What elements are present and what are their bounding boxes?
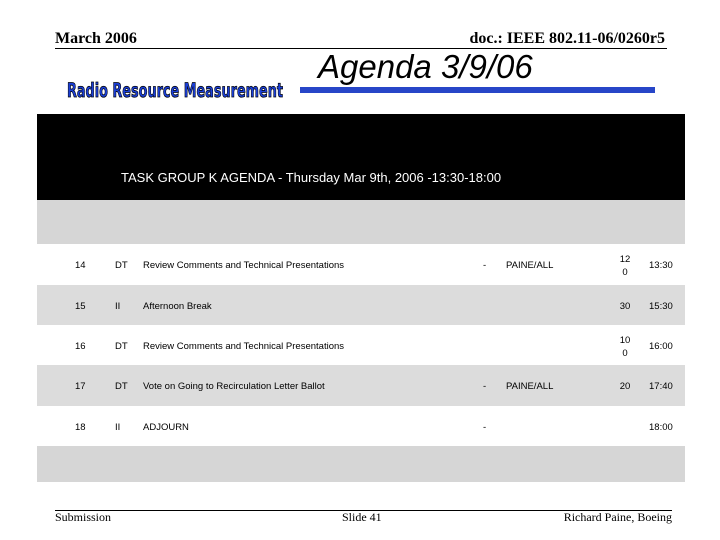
agenda-row <box>37 325 685 366</box>
agenda-row <box>37 365 685 406</box>
agenda-heading: TASK GROUP K AGENDA - Thursday Mar 9th, 2006 -13:30-18:00 <box>121 170 502 185</box>
logo-graphic <box>65 77 285 101</box>
item-description: Review Comments and Technical Presentations <box>143 341 345 352</box>
item-owner: PAINE/ALL <box>506 381 554 392</box>
item-number: 18 <box>75 422 86 433</box>
item-duration: 10 0 <box>619 335 631 359</box>
footer-author: Richard Paine, Boeing <box>563 510 672 524</box>
item-description: ADJOURN <box>143 422 189 433</box>
item-number: 14 <box>75 260 86 271</box>
footer-slide-number: Slide 41 <box>342 510 382 524</box>
logo-text: Radio Resource Measurement <box>67 79 283 102</box>
item-type: II <box>115 301 121 312</box>
header-doc-id: doc.: IEEE 802.11-06/0260r5 <box>469 30 665 47</box>
item-description: Review Comments and Technical Presentations <box>143 260 345 271</box>
item-description: Afternoon Break <box>143 301 212 312</box>
agenda-spacer-band-top <box>37 200 685 244</box>
item-time: 15:30 <box>649 301 673 312</box>
agenda-heading-block <box>37 114 685 200</box>
agenda-spacer-band-bottom <box>37 446 685 482</box>
item-time: 18:00 <box>649 422 673 433</box>
item-number: 16 <box>75 341 86 352</box>
slide-title: Agenda 3/9/06 <box>318 48 533 85</box>
item-duration: 12 0 <box>619 254 631 278</box>
item-time: 13:30 <box>649 260 673 271</box>
item-type: II <box>115 422 121 433</box>
item-dash: - <box>483 381 487 392</box>
item-type: DT <box>115 260 128 271</box>
agenda-row <box>37 285 685 326</box>
item-owner: PAINE/ALL <box>506 260 554 271</box>
item-number: 17 <box>75 381 86 392</box>
agenda-row <box>37 244 685 285</box>
item-dash: - <box>483 260 487 271</box>
header-date: March 2006 <box>55 30 137 47</box>
title-underline-bar <box>300 87 655 93</box>
item-time: 16:00 <box>649 341 673 352</box>
item-time: 17:40 <box>649 381 673 392</box>
agenda-row <box>37 406 685 447</box>
item-type: DT <box>115 381 128 392</box>
item-dash: - <box>483 422 487 433</box>
item-type: DT <box>115 341 128 352</box>
footer-submission: Submission <box>55 510 112 524</box>
item-number: 15 <box>75 301 86 312</box>
item-duration: 20 <box>619 381 631 392</box>
item-description: Vote on Going to Recirculation Letter Ballot <box>143 381 325 392</box>
radio-resource-measurement-logo <box>65 77 285 101</box>
item-duration: 30 <box>619 301 631 312</box>
